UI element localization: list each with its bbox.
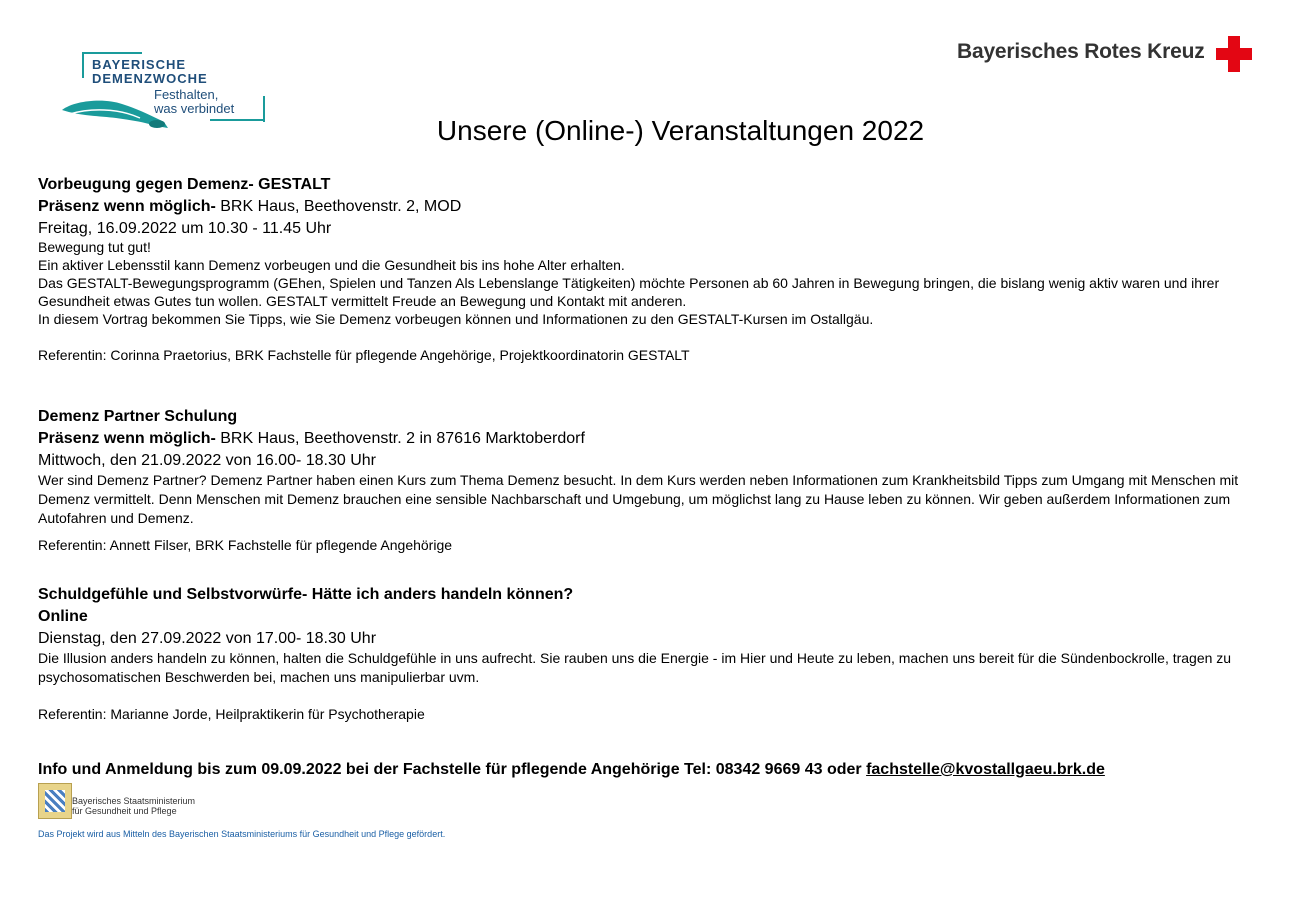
event-date: Dienstag, den 27.09.2022 von 17.00- 18.30 Uhr [38, 630, 377, 647]
logo-frame-corner [82, 52, 142, 54]
event-block [38, 174, 1258, 364]
event-line: Bewegung tut gut! [38, 239, 151, 255]
event-heading: Schuldgefühle und Selbstvorwürfe- Hätte ich anders handeln können? [38, 586, 574, 603]
funding-note: Das Projekt wird aus Mitteln des Bayerischen Staatsministeriums für Gesundheit und Pflege gefördert. [38, 829, 446, 839]
event-block [38, 584, 1258, 723]
ministry-name [72, 796, 195, 816]
red-cross-icon [1216, 36, 1252, 72]
event-location-text: BRK Haus, Beethovenstr. 2 in 87616 Marktoberdorf [215, 430, 585, 447]
registration-text: Info und Anmeldung bis zum 09.09.2022 bei der Fachstelle für pflegende Angehörige Tel: 08342 9669 43 oder [38, 761, 867, 778]
event-location-label: Präsenz wenn möglich- [38, 198, 216, 215]
event-line: Wer sind Demenz Partner? Demenz Partner haben einen Kurs zum Thema Demenz besucht. In dem Kurs werden neben Informationen zum Krankheitsbild Tipps zum Umgang mit Menschen mit Demenz vermittelt. Denn Menschen mit Demenz brauchen eine sensible Nachbarschaft und Umgebung, um möglichst lang zu Hause leben zu können. Wir geben außerdem Informationen zum Autofahren und Demenz. [38, 472, 1239, 526]
event-location-text: BRK Haus, Beethovenstr. 2, MOD [215, 198, 462, 215]
event-speaker: Referentin: Marianne Jorde, Heilpraktikerin für Psychotherapie [38, 706, 425, 722]
event-location [38, 196, 1258, 218]
ministry-line1: Bayerisches Staatsministerium [72, 796, 196, 806]
event-line: In diesem Vortrag bekommen Sie Tipps, wie Sie Demenz vorbeugen können und Informationen zu den GESTALT-Kursen im Ostallgäu. [38, 311, 874, 327]
logo-line1: BAYERISCHE [92, 57, 187, 72]
logo-slogan2: was verbindet [154, 101, 235, 116]
event-heading: Demenz Partner Schulung [38, 408, 238, 425]
logo-line2: DEMENZWOCHE [92, 71, 208, 86]
event-location [38, 428, 1258, 450]
logo-slogan1: Festhalten, [154, 87, 219, 102]
event-location-label: Online [38, 608, 88, 625]
ministry-logo [38, 783, 213, 821]
email-link[interactable]: fachstelle@kvostallgaeu.brk.de [866, 761, 1105, 778]
event-line: Die Illusion anders handeln zu können, halten die Schuldgefühle in uns aufrecht. Sie rauben uns die Energie - im Hier und Heute zu leben, machen uns bereit für die Sündenbockrolle, tragen zu psychosomatischen Beschwerden bei, machen uns manipulierbar uvm. [38, 650, 1232, 685]
event-line: Das GESTALT-Bewegungsprogramm (GEhen, Spielen und Tanzen Als Lebenslange Tätigkeiten) möchte Personen ab 60 Jahren in Bewegung bringen, die bislang wenig aktiv waren und ihrer Gesundheit etwas Gutes tun wollen. GESTALT vermittelt Freude an Bewegung und Kontakt mit anderen. [38, 275, 1220, 309]
event-speaker: Referentin: Corinna Praetorius, BRK Fachstelle für pflegende Angehörige, Projektkoordinatorin GESTALT [38, 347, 690, 363]
event-line: Ein aktiver Lebensstil kann Demenz vorbeugen und die Gesundheit bis ins hohe Alter erhalten. [38, 257, 625, 273]
event-date: Freitag, 16.09.2022 um 10.30 - 11.45 Uhr [38, 220, 332, 237]
registration-info [38, 761, 1105, 779]
logo-frame-corner [82, 52, 84, 78]
ministry-line2: für Gesundheit und Pflege [72, 806, 177, 816]
event-location-label: Präsenz wenn möglich- [38, 430, 216, 447]
event-heading: Vorbeugung gegen Demenz- GESTALT [38, 176, 331, 193]
event-speaker: Referentin: Annett Filser, BRK Fachstelle für pflegende Angehörige [38, 537, 453, 553]
event-block [38, 406, 1258, 554]
event-date: Mittwoch, den 21.09.2022 von 16.00- 18.30 Uhr [38, 452, 376, 469]
logo-title [92, 58, 208, 86]
coat-of-arms-icon [38, 783, 72, 819]
page-title: Unsere (Online-) Veranstaltungen 2022 [436, 115, 925, 146]
brk-logo-text: Bayerisches Rotes Kreuz [957, 40, 1205, 63]
